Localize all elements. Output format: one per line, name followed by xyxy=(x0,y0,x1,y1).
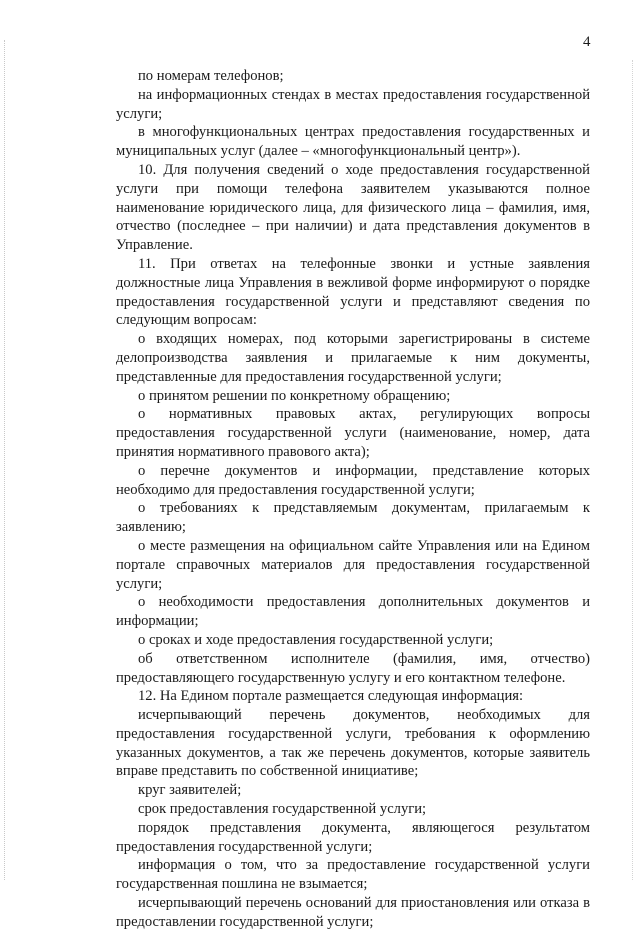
paragraph: о сроках и ходе предоставления государственной услуги; xyxy=(138,631,494,648)
paragraph: о входящих номерах, под которыми зарегистрированы в системе делопроизводства заявления и прилагаемые к ним документы, представленные для предоставления государственной услуги; xyxy=(116,331,590,385)
paragraph: о перечне документов и информации, представление которых необходимо для предоставления государственной услуги; xyxy=(116,462,590,498)
paragraph: исчерпывающий перечень оснований для приостановления или отказа в предоставлении государственной услуги; xyxy=(116,895,590,930)
scan-edge-right xyxy=(632,60,636,880)
paragraph: на информационных стендах в местах предоставления государственной услуги; xyxy=(116,86,590,122)
paragraph: 10. Для получения сведений о ходе предоставления государственной услуги при помощи телефона заявителем указываются полное наименование юридического лица, для физического лица – фамилия, имя, отчество (последнее – при наличии) и дата представления документов в Управление. xyxy=(116,161,590,254)
paragraph: о необходимости предоставления дополнительных документов и информации; xyxy=(116,594,590,630)
paragraph: срок предоставления государственной услуги; xyxy=(138,801,427,818)
paragraph: порядок представления документа, являющегося результатом предоставления государственной услуги; xyxy=(116,819,590,855)
page-number: 4 xyxy=(583,34,591,50)
paragraph: информация о том, что за предоставление государственной услуги государственная пошлина не взымается; xyxy=(116,857,590,893)
paragraph: о нормативных правовых актах, регулирующих вопросы предоставления государственной услуги (наименование, номер, дата принятия нормативного правового акта); xyxy=(116,406,590,460)
scan-edge-left xyxy=(4,40,8,880)
paragraph: 12. На Едином портале размещается следующая информация: xyxy=(138,688,524,705)
paragraph: в многофункциональных центрах предоставления государственных и муниципальных услуг (далее – «многофункциональный центр»). xyxy=(116,124,590,160)
paragraph: исчерпывающий перечень документов, необходимых для предоставления государственной услуги, требования к оформлению указанных документов, а так же перечень документов, которые заявитель вправе представить по собственной инициативе; xyxy=(116,707,590,780)
paragraph: о принятом решении по конкретному обращению; xyxy=(138,387,451,404)
paragraph: об ответственном исполнителе (фамилия, имя, отчество) предоставляющего государственную услугу и его контактном телефоне. xyxy=(116,650,590,686)
paragraph: о месте размещения на официальном сайте Управления или на Едином портале справочных материалов для предоставления государственной услуги; xyxy=(116,537,590,592)
paragraph: по номерам телефонов; xyxy=(138,68,284,84)
paragraph: круг заявителей; xyxy=(138,782,242,799)
paragraph: о требованиях к представляемым документам, прилагаемым к заявлению; xyxy=(116,500,590,536)
document-body xyxy=(116,67,590,932)
paragraph: 11. При ответах на телефонные звонки и устные заявления должностные лица Управления в вежливой форме информируют о порядке предоставления государственной услуги и представляют сведения по следующим вопросам: xyxy=(116,255,590,329)
